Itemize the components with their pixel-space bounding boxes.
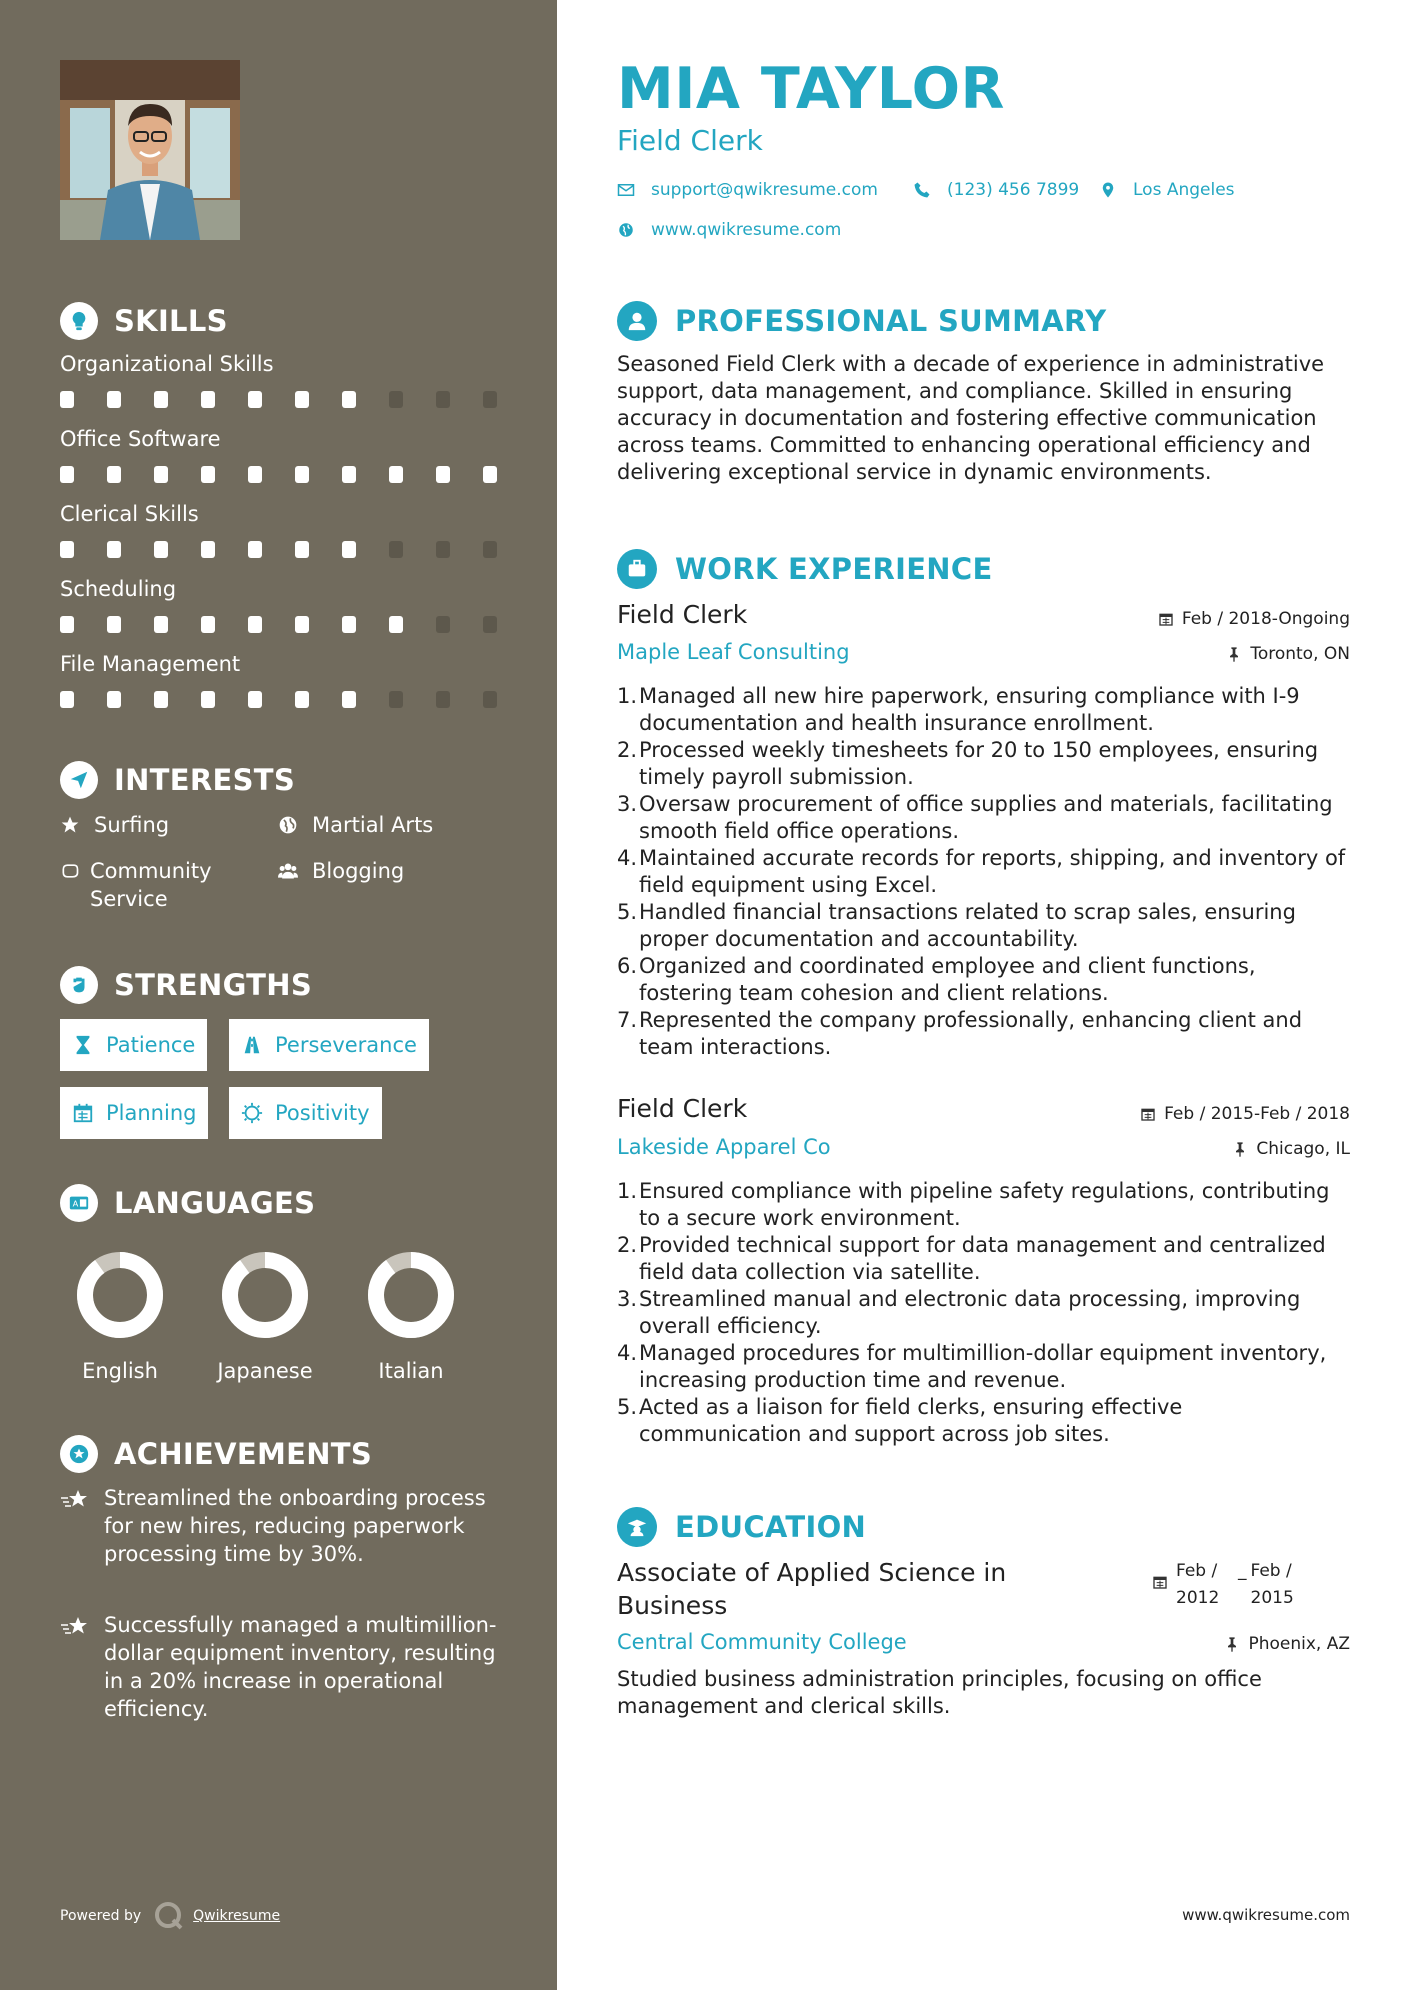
skill-name: File Management [60, 652, 241, 676]
skill-rating [60, 391, 530, 408]
main-content [617, 0, 1350, 1990]
skill-dot [342, 691, 356, 708]
pushpin-icon [1232, 1141, 1248, 1157]
duty-item: 4. Maintained accurate records for reports, shipping, and inventory of field equipment using Excel. [617, 846, 1346, 897]
pushpin-icon [1224, 1636, 1240, 1652]
map-pin-icon [1099, 181, 1117, 199]
skill-dot [483, 541, 497, 558]
job-duties [617, 1178, 1350, 1448]
language-donut [368, 1252, 454, 1338]
skill-dot [342, 616, 356, 633]
education-heading [617, 1507, 866, 1547]
strength-badge: Planning [60, 1087, 208, 1139]
skill-rating [60, 541, 530, 558]
graduate-icon [617, 1507, 657, 1547]
contact-email[interactable]: support@qwikresume.com [617, 180, 878, 200]
skill-dot [295, 691, 309, 708]
skill-rating [60, 466, 530, 483]
education-title: EDUCATION [675, 1510, 867, 1544]
skill-dot [248, 466, 262, 483]
skills-heading [60, 302, 228, 340]
strength-badge: Positivity [229, 1087, 382, 1139]
strength-badge: Patience [60, 1019, 207, 1071]
donut-fill [376, 1260, 446, 1330]
sidebar [0, 0, 557, 1990]
skill-dot [201, 616, 215, 633]
skill-dot [60, 391, 74, 408]
skill-dot [389, 541, 403, 558]
duty-item: 2. Processed weekly timesheets for 20 to 150 employees, ensuring timely payroll submission. [617, 738, 1319, 789]
skill-dot [107, 541, 121, 558]
skill-dot [436, 541, 450, 558]
globe-icon [617, 221, 635, 239]
language-donut [222, 1252, 308, 1338]
skill-dot [201, 466, 215, 483]
skill-dot [201, 691, 215, 708]
skill-dot [436, 691, 450, 708]
skill-dot [436, 616, 450, 633]
languages-heading [60, 1184, 315, 1222]
strength-badge: Perseverance [229, 1019, 429, 1071]
donut-fill [230, 1260, 300, 1330]
skill-dot [248, 391, 262, 408]
experience-heading [617, 549, 993, 589]
strengths-title: STRENGTHS [114, 968, 313, 1002]
achievement-item: Streamlined the onboarding process for new hires, reducing paperwork processing time by 30%. [60, 1484, 500, 1568]
skill-dot [107, 616, 121, 633]
job-title: Field Clerk [617, 1094, 748, 1123]
achievements-heading [60, 1435, 372, 1473]
company-name: Lakeside Apparel Co [617, 1135, 831, 1159]
skill-dot [483, 616, 497, 633]
sun-icon [241, 1102, 263, 1124]
powered-by-label: Powered by [60, 1908, 142, 1924]
achievements-title: ACHIEVEMENTS [114, 1437, 373, 1471]
duty-item: 2. Provided technical support for data management and centralized field data collection via satellite. [617, 1233, 1326, 1284]
skill-dot [154, 466, 168, 483]
experience-title: WORK EXPERIENCE [675, 552, 993, 586]
duty-item: 3. Streamlined manual and electronic data processing, improving overall efficiency. [617, 1287, 1301, 1338]
job-location: Toronto, ON [1226, 644, 1350, 664]
duty-item: 1. Managed all new hire paperwork, ensuring compliance with I-9 documentation and health insurance enrollment. [617, 684, 1300, 735]
paper-plane-icon [60, 761, 98, 799]
contact-website[interactable]: www.qwikresume.com [617, 220, 841, 240]
skill-dot [60, 691, 74, 708]
job-duties [617, 683, 1350, 1061]
skill-name: Clerical Skills [60, 502, 199, 526]
skill-dot [483, 691, 497, 708]
job-dates: Feb / 2015-Feb / 2018 [1140, 1104, 1350, 1124]
profile-photo [60, 60, 240, 240]
skill-dot [436, 466, 450, 483]
skill-dot [483, 466, 497, 483]
skill-dot [342, 541, 356, 558]
skill-dot [295, 391, 309, 408]
qwikresume-logo-icon [153, 1900, 185, 1932]
skill-dot [60, 541, 74, 558]
calendar-icon [1152, 1574, 1168, 1590]
user-icon [617, 301, 657, 341]
skill-dot [107, 391, 121, 408]
skill-dot [389, 616, 403, 633]
skill-dot [248, 691, 262, 708]
qwikresume-link[interactable]: Qwikresume [193, 1908, 281, 1924]
strengths-heading [60, 966, 312, 1004]
degree-title: Associate of Applied Science in Business [617, 1558, 1007, 1620]
language-label: Italian [378, 1359, 444, 1383]
skill-name: Office Software [60, 427, 221, 451]
briefcase-icon [617, 549, 657, 589]
duty-item: 3. Oversaw procurement of office supplies and materials, facilitating smooth field office operations. [617, 792, 1333, 843]
language-donut [77, 1252, 163, 1338]
skill-dot [60, 466, 74, 483]
interest-item: Community Service [60, 857, 260, 913]
language-item [60, 1252, 180, 1383]
education-dates: Feb / 2012 _ Feb / 2015 [1152, 1558, 1294, 1612]
globe-icon [278, 811, 302, 839]
language-item [351, 1252, 471, 1383]
language-label: Japanese [217, 1359, 313, 1383]
skill-dot [342, 466, 356, 483]
job-dates: Feb / 2018-Ongoing [1158, 609, 1350, 629]
skill-dot [295, 466, 309, 483]
summary-text: Seasoned Field Clerk with a decade of experience in administrative support, data management, and compliance. Skilled in ensuring accuracy in documentation and fostering effective communication across teams. Committed to enhancing operational efficiency and delivering exceptional service in dynamic environments. [617, 352, 1325, 484]
job-title: Field Clerk [617, 600, 748, 629]
skill-dot [342, 391, 356, 408]
duty-item: 4. Managed procedures for multimillion-dollar equipment inventory, increasing production time and revenue. [617, 1341, 1327, 1392]
skill-rating [60, 691, 530, 708]
hourglass-icon [72, 1034, 94, 1056]
skill-dot [483, 391, 497, 408]
svg-text:A: A [72, 1198, 79, 1209]
translate-icon [60, 1184, 98, 1222]
skill-dot [295, 616, 309, 633]
skill-rating [60, 616, 530, 633]
summary-title: PROFESSIONAL SUMMARY [675, 304, 1107, 338]
skill-dot [107, 691, 121, 708]
summary-heading [617, 301, 1106, 341]
duty-item: 1. Ensured compliance with pipeline safety regulations, contributing to a secure work environment. [617, 1179, 1330, 1230]
candidate-role: Field Clerk [617, 124, 763, 157]
duty-item: 7. Represented the company professionally, enhancing client and team interactions. [617, 1008, 1303, 1059]
candidate-name: MIA TAYLOR [617, 56, 1005, 122]
skill-dot [389, 466, 403, 483]
users-icon [278, 857, 302, 885]
interest-item: Martial Arts [278, 811, 433, 839]
duty-item: 5. Acted as a liaison for field clerks, ensuring effective communication and support across job sites. [617, 1395, 1183, 1446]
duty-item: 6. Organized and coordinated employee and client functions, fostering team cohesion and client relations. [617, 954, 1256, 1005]
education-description: Studied business administration principles, focusing on office management and clerical skills. [617, 1667, 1262, 1718]
shooting-star-icon [60, 1484, 104, 1568]
calendar-icon [1158, 611, 1174, 627]
skill-name: Scheduling [60, 577, 177, 601]
pushpin-icon [1226, 646, 1242, 662]
skill-dot [248, 616, 262, 633]
interest-item: Blogging [278, 857, 404, 885]
duty-item: 5. Handled financial transactions related to scrap sales, ensuring proper documentation and accountability. [617, 900, 1296, 951]
skill-name: Organizational Skills [60, 352, 274, 376]
lightbulb-icon [60, 302, 98, 340]
star-icon [60, 811, 84, 839]
company-name: Maple Leaf Consulting [617, 640, 850, 664]
contact-phone[interactable]: (123) 456 7899 [913, 180, 1079, 200]
interest-item: Surfing [60, 811, 169, 839]
donut-fill [85, 1260, 155, 1330]
contact-location: Los Angeles [1099, 180, 1235, 200]
school-location: Phoenix, AZ [1224, 1634, 1350, 1654]
skill-dot [154, 616, 168, 633]
skill-dot [389, 391, 403, 408]
skill-dot [201, 391, 215, 408]
skill-dot [389, 691, 403, 708]
school-name: Central Community College [617, 1630, 907, 1654]
job-location: Chicago, IL [1232, 1139, 1350, 1159]
interests-heading [60, 761, 295, 799]
skill-dot [201, 541, 215, 558]
fist-icon [60, 966, 98, 1004]
phone-icon [913, 181, 931, 199]
envelope-icon [617, 181, 635, 199]
language-label: English [82, 1359, 158, 1383]
skill-dot [295, 541, 309, 558]
hand-icon [60, 857, 80, 885]
language-item [205, 1252, 325, 1383]
skills-title: SKILLS [114, 304, 228, 338]
powered-by [60, 1900, 280, 1932]
skill-dot [60, 616, 74, 633]
interests-title: INTERESTS [114, 763, 296, 797]
calendar-icon [1140, 1106, 1156, 1122]
skill-dot [154, 391, 168, 408]
skill-dot [436, 391, 450, 408]
skill-dot [154, 691, 168, 708]
calendar-icon [72, 1102, 94, 1124]
shooting-star-icon [60, 1611, 104, 1723]
road-icon [241, 1034, 263, 1056]
languages-title: LANGUAGES [114, 1186, 316, 1220]
achievement-item: Successfully managed a multimillion-dollar equipment inventory, resulting in a 20% increase in operational efficiency. [60, 1611, 500, 1723]
badge-star-icon [60, 1435, 98, 1473]
footer-url[interactable]: www.qwikresume.com [1182, 1906, 1350, 1924]
skill-dot [154, 541, 168, 558]
skill-dot [248, 541, 262, 558]
skill-dot [107, 466, 121, 483]
